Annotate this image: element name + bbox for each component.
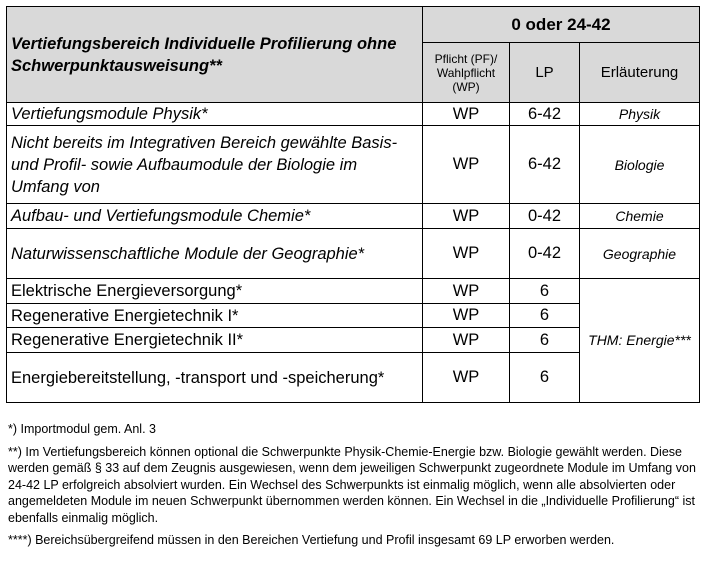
module-name: Vertiefungsmodule Physik* [7, 103, 423, 126]
thm-energie-label: THM: Energie*** [580, 279, 700, 403]
module-name: Nicht bereits im Integrativen Bereich gewählte Basis- und Profil- sowie Aufbaumodule der Biologie im Umfang von [7, 126, 423, 204]
table-row [7, 103, 700, 126]
module-lp: 6 [510, 353, 580, 403]
module-pf: WP [423, 103, 510, 126]
table-row [7, 279, 700, 304]
table-row [7, 126, 700, 204]
module-lp: 6 [510, 328, 580, 353]
module-erl: Chemie [580, 204, 700, 229]
table-title: Vertiefungsbereich Individuelle Profilierung ohne Schwerpunktausweisung** [7, 7, 423, 103]
module-name: Elektrische Energieversorgung* [7, 279, 423, 304]
footnote-import: *) Importmodul gem. Anl. 3 [8, 422, 156, 436]
module-pf: WP [423, 353, 510, 403]
module-erl: Biologie [580, 126, 700, 204]
col-header-erlaeuterung: Erläuterung [580, 43, 700, 103]
module-lp: 6 [510, 279, 580, 304]
module-name: Regenerative Energietechnik I* [7, 304, 423, 328]
table-row [7, 204, 700, 229]
module-erl: Physik [580, 103, 700, 126]
module-pf: WP [423, 204, 510, 229]
module-name: Energiebereitstellung, -transport und -speicherung* [7, 353, 423, 403]
module-pf: WP [423, 328, 510, 353]
footnotes [8, 421, 702, 555]
col-header-pf: Pflicht (PF)/ Wahlpflicht (WP) [423, 43, 510, 103]
module-pf: WP [423, 304, 510, 328]
module-name: Naturwissenschaftliche Module der Geographie* [7, 229, 423, 279]
module-lp: 6 [510, 304, 580, 328]
module-lp: 6-42 [510, 103, 580, 126]
module-lp: 0-42 [510, 204, 580, 229]
module-name: Regenerative Energietechnik II* [7, 328, 423, 353]
module-name: Aufbau- und Vertiefungsmodule Chemie* [7, 204, 423, 229]
module-pf: WP [423, 229, 510, 279]
col-header-lp: LP [510, 43, 580, 103]
module-pf: WP [423, 126, 510, 204]
footnote-bereich: ****) Bereichsübergreifend müssen in den Bereichen Vertiefung und Profil insgesamt 69 LP erworben werden. [8, 533, 615, 547]
module-erl: Geographie [580, 229, 700, 279]
module-lp: 6-42 [510, 126, 580, 204]
credit-range: 0 oder 24-42 [423, 7, 700, 43]
module-lp: 0-42 [510, 229, 580, 279]
table-row [7, 229, 700, 279]
module-table [6, 6, 700, 403]
footnote-schwerpunkt: **) Im Vertiefungsbereich können optional die Schwerpunkte Physik-Chemie-Energie bzw. Biologie gewählt werden. Diese werden gemäß § 33 auf dem Zeugnis ausgewiesen, wenn dem jeweiligen Schwerpunkt zugeordnete Module im Umfang von 24-42 LP erfolgreich absolviert wurden. Ein Wechsel des Schwerpunkts ist einmalig möglich, wenn alle absolvierten oder angemeldeten Module im neuen Schwerpunkt übernommen werden können. Ein Wechsel in die „Individuelle Profilierung“ ist ebenfalls einmalig möglich. [8, 444, 696, 525]
module-pf: WP [423, 279, 510, 304]
